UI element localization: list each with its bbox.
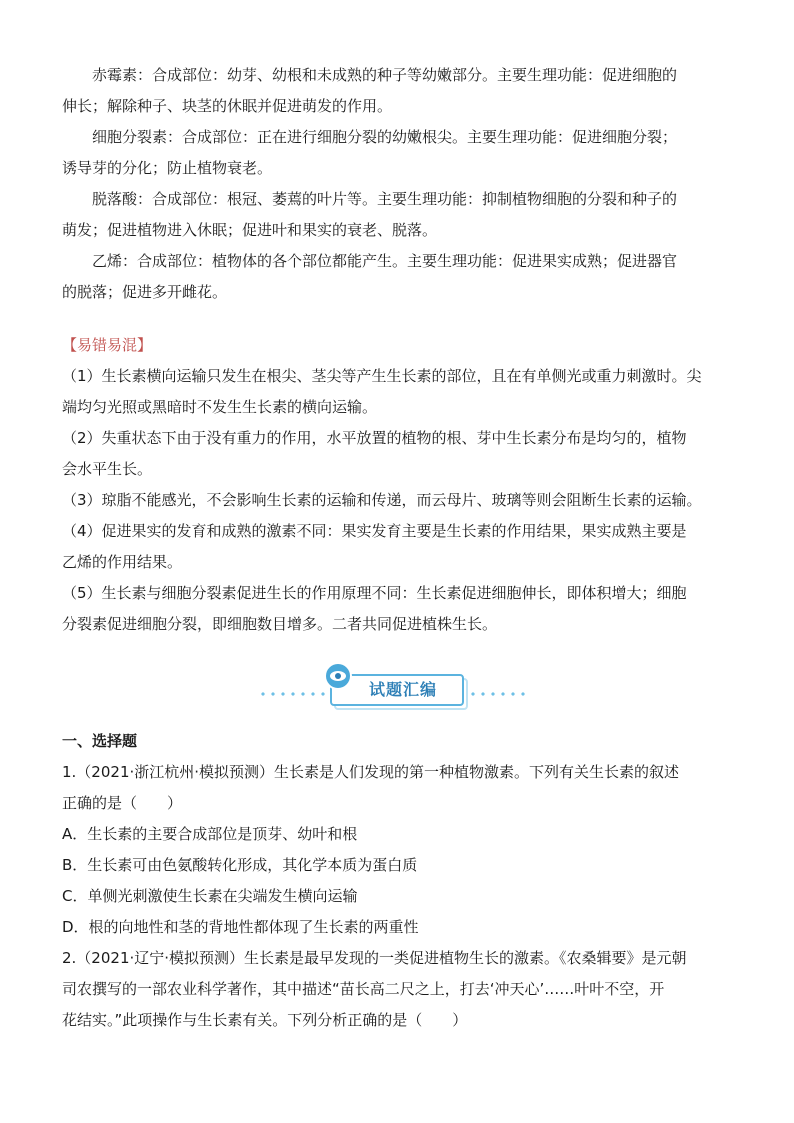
option-b: B．生长素可由色氨酸转化形成，其化学本质为蛋白质	[62, 856, 418, 874]
mistakes-section	[62, 330, 738, 640]
mistake-item-4: （4）促进果实的发育和成熟的激素不同：果实发育主要是生长素的作用结果，果实成熟主要是 乙烯的作用结果。	[62, 522, 687, 571]
questions-section	[62, 726, 738, 1036]
option-a: A．生长素的主要合成部位是顶芽、幼叶和根	[62, 825, 358, 843]
spacer	[62, 308, 738, 330]
mistakes-heading: 【易错易混】	[62, 336, 153, 354]
mistake-item-2: （2）失重状态下由于没有重力的作用，水平放置的植物的根、芽中生长素分布是均匀的，植物 会水平生长。	[62, 429, 687, 478]
question-stem: 1.（2021·浙江杭州·模拟预测）生长素是人们发现的第一种植物激素。下列有关生长素的叙述 正确的是（ ）	[62, 763, 680, 812]
hormone-gibberellin: 赤霉素：合成部位：幼芽、幼根和未成熟的种子等幼嫩部分。主要生理功能：促进细胞的 伸长；解除种子、块茎的休眠并促进萌发的作用。	[62, 66, 678, 115]
mistake-item-3: （3）琼脂不能感光，不会影响生长素的运输和传递，而云母片、玻璃等则会阻断生长素的运输。	[62, 491, 702, 509]
hormone-abscisic-acid: 脱落酸：合成部位：根冠、萎蔫的叶片等。主要生理功能：抑制植物细胞的分裂和种子的 萌发；促进植物进入休眠；促进叶和果实的衰老、脱落。	[62, 190, 678, 239]
hormone-ethylene: 乙烯：合成部位：植物体的各个部位都能产生。主要生理功能：促进果实成熟；促进器官 的脱落；促进多开雌花。	[62, 252, 678, 301]
banner-title: 试题汇编	[368, 680, 437, 699]
banner-dots-right	[468, 692, 530, 696]
banner-dots-left	[258, 692, 328, 696]
question-2	[62, 943, 738, 1036]
page-content	[62, 60, 738, 1036]
question-stem: 2.（2021·辽宁·模拟预测）生长素是最早发现的一类促进植物生长的激素。《农桑辑要》是元朝 司农撰写的一部农业科学著作，其中描述“苗长高二尺之上，打去‘冲天心’……叶叶不空，开 花结实。”此项操作与生长素有关。下列分析正确的是（ ）	[62, 949, 687, 1029]
option-c: C．单侧光刺激使生长素在尖端发生横向运输	[62, 887, 358, 905]
mistake-item-1: （1）生长素横向运输只发生在根尖、茎尖等产生生长素的部位，且在有单侧光或重力刺激时。尖 端均匀光照或黑暗时不发生生长素的横向运输。	[62, 367, 702, 416]
mistake-item-5: （5）生长素与细胞分裂素促进生长的作用原理不同：生长素促进细胞伸长，即体积增大；细胞 分裂素促进细胞分裂，即细胞数目增多。二者共同促进植株生长。	[62, 584, 687, 633]
option-d: D．根的向地性和茎的背地性都体现了生长素的两重性	[62, 918, 419, 936]
question-1	[62, 757, 738, 943]
section-title: 一、选择题	[62, 732, 138, 750]
hormone-descriptions	[62, 60, 738, 308]
hormone-cytokinin: 细胞分裂素：合成部位：正在进行细胞分裂的幼嫩根尖。主要生理功能：促进细胞分裂； 诱导芽的分化；防止植物衰老。	[62, 128, 678, 177]
section-banner	[62, 666, 738, 714]
